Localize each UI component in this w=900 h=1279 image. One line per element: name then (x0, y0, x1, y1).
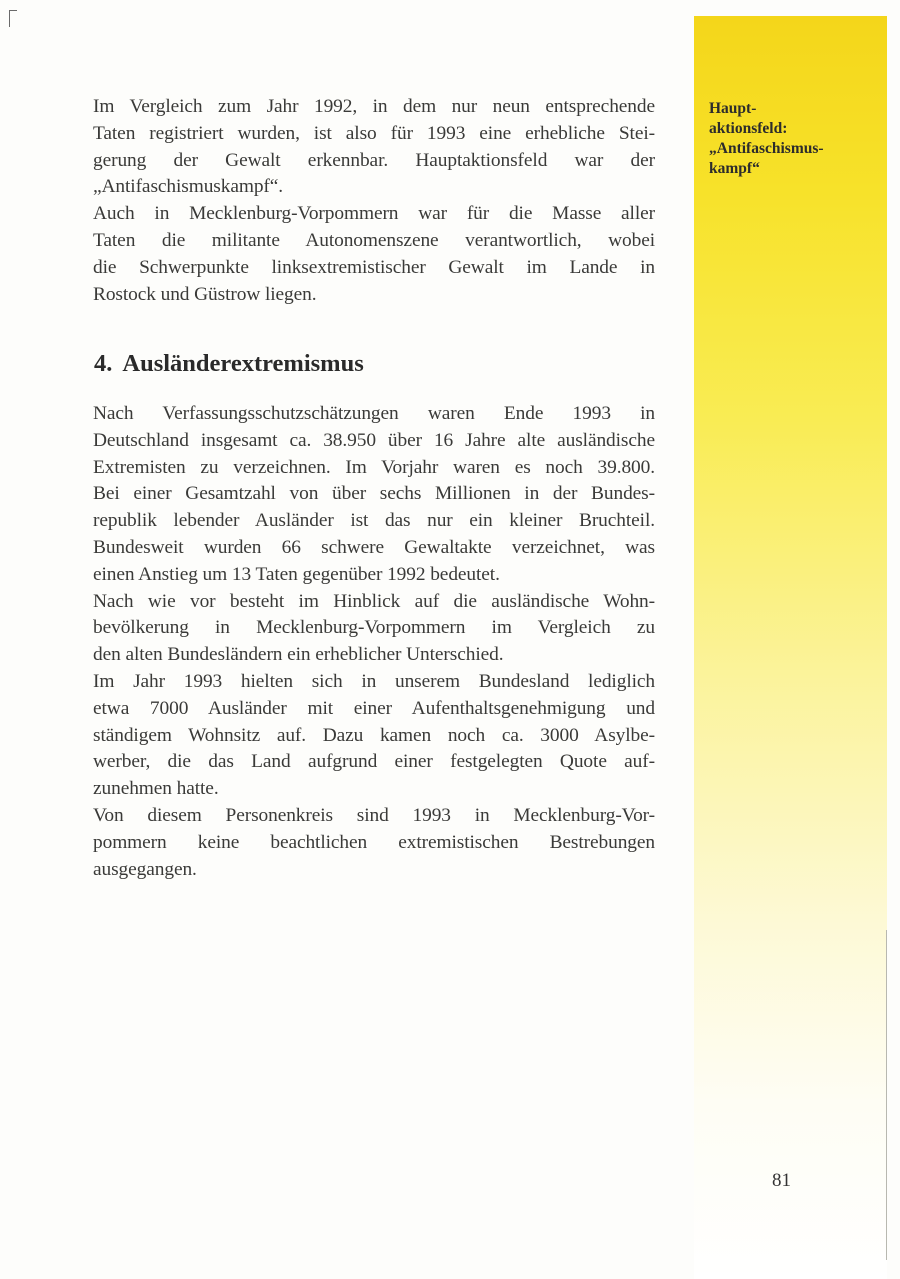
margin-note-line: „Antifaschismus- (709, 140, 824, 157)
body-paragraph (93, 94, 655, 308)
text-line: Rostock und Güstrow liegen. (93, 283, 317, 305)
text-line: ständigem Wohnsitz auf. Dazu kamen noch ca. 3000 Asylbe- (93, 724, 655, 746)
text-line: bevölkerung in Mecklenburg-Vorpommern im Vergleich zu (93, 617, 655, 639)
text-line: Bei einer Gesamtzahl von über sechs Millionen in der Bundes- (93, 483, 655, 505)
band-edge-line (886, 930, 887, 1260)
page-number: 81 (772, 1170, 791, 1191)
section-heading (94, 350, 364, 378)
text-line: Taten registriert wurden, ist also für 1993 eine erhebliche Stei- (93, 122, 655, 144)
text-line: Im Vergleich zum Jahr 1992, in dem nur neun entsprechende (93, 96, 655, 117)
paragraph-auslaenderextremismus (93, 401, 655, 883)
text-line: Extremisten zu verzeichnen. Im Vorjahr waren es noch 39.800. (93, 456, 655, 478)
text-line: Im Jahr 1993 hielten sich in unserem Bundesland lediglich (93, 670, 655, 692)
margin-note-band (694, 16, 887, 1279)
text-line: einen Anstieg um 13 Taten gegenüber 1992 bedeutet. (93, 563, 500, 585)
crop-mark (9, 10, 17, 27)
section-number: 4. (94, 350, 113, 377)
text-line: Nach Verfassungsschutzschätzungen waren Ende 1993 in (93, 403, 655, 424)
text-line: etwa 7000 Ausländer mit einer Aufenthaltsgenehmigung und (93, 697, 655, 719)
body-paragraph (93, 401, 655, 883)
text-line: Von diesem Personenkreis sind 1993 in Mecklenburg-Vor- (93, 804, 655, 826)
section-title: Ausländerextremismus (122, 350, 364, 377)
margin-note-line: kampf“ (709, 160, 760, 177)
text-line: gerung der Gewalt erkennbar. Hauptaktionsfeld war der (93, 149, 655, 171)
margin-note-line: aktionsfeld: (709, 120, 788, 137)
text-line: ausgegangen. (93, 858, 197, 880)
text-line: republik lebender Ausländer ist das nur ein kleiner Bruchteil. (93, 510, 655, 532)
text-line: Deutschland insgesamt ca. 38.950 über 16 Jahre alte ausländische (93, 429, 655, 451)
text-line: „Antifaschismuskampf“. (93, 176, 284, 198)
margin-note-line: Haupt- (709, 100, 757, 117)
text-line: den alten Bundesländern ein erheblicher Unterschied. (93, 644, 504, 666)
text-line: die Schwerpunkte linksextremistischer Gewalt im Lande in (93, 256, 655, 278)
text-line: werber, die das Land aufgrund einer festgelegten Quote auf- (93, 751, 655, 773)
paragraph-antifa (93, 94, 655, 308)
text-line: Bundesweit wurden 66 schwere Gewaltakte verzeichnet, was (93, 536, 655, 558)
text-line: pommern keine beachtlichen extremistischen Bestrebungen (93, 831, 655, 853)
text-line: Taten die militante Autonomenszene verantwortlich, wobei (93, 229, 655, 251)
text-line: Auch in Mecklenburg-Vorpommern war für die Masse aller (93, 203, 655, 225)
text-line: Nach wie vor besteht im Hinblick auf die ausländische Wohn- (93, 590, 655, 612)
margin-note (709, 99, 884, 179)
text-line: zunehmen hatte. (93, 778, 219, 800)
